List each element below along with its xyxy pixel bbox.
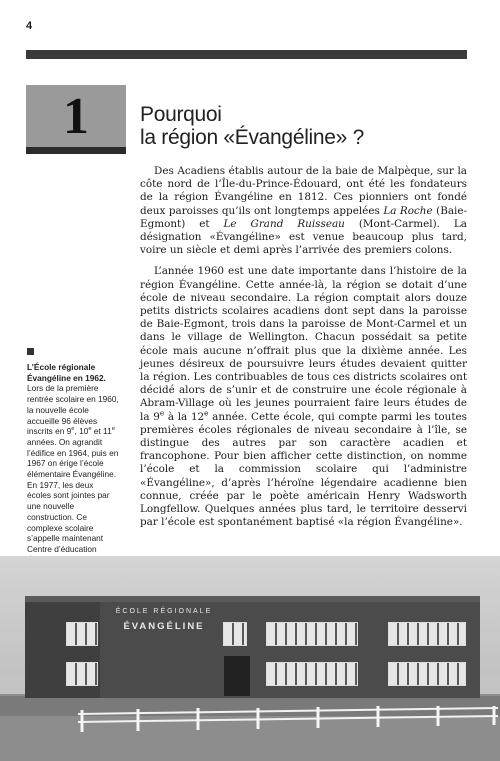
- text-run: années. On agrandit l’édifice en 1964, puis en 1967 on érige l’école élémentaire Évangéline. En 1977, les deux écoles sont jointes par une nouvelle construction. Ce complexe scolaire s’appelle maintenant Centre d’éducation: [27, 436, 119, 554]
- superscript: e: [111, 426, 115, 433]
- window: [388, 662, 466, 686]
- building-door: [224, 656, 250, 696]
- window: [266, 662, 358, 686]
- italic-text: La Roche: [383, 204, 433, 217]
- text-run: année. Cette école, qui compte parmi les toutes premières écoles régionales de niveau secondaire à l’île, se distingue des autres par son caractère acadien et francophone. Pour bien afficher cette distinction, on nomme l’école et la commission scolaire qui l’administre «Évangéline», d’après l’héroïne légendaire acadienne bien connue, créée par le poète américain Henry Wadsworth Longfellow. Quelques années plus tard, le territoire desservi par l’école est spontanément baptisé «la région Évangéline».: [140, 410, 467, 529]
- italic-text: Le Grand Ruisseau: [223, 217, 345, 230]
- window: [223, 622, 247, 646]
- chapter-title: [140, 103, 460, 149]
- top-rule: [26, 50, 467, 59]
- text-run: L’année 1960 est une date importante dans l’histoire de la région Évangéline. Cette année-là, la région se dotait d’une école de niveau secondaire. La région comptait alors douze petits districts scolaires acadiens dont sept dans la paroisse de Baie-Egmont, trois dans la paroisse de Mont-Carmel et un dans le village de Wellington. Chacun possédait sa petite école mais aucune n’offrait plus que la dixième année. Les jeunes désireux de poursuivre leurs études devaient quitter la région. Les contribuables de tous ces districts scolaires ont décidé alors de s’unir et de construire une école régionale à Abram-Village où les jeunes pourraient faire leurs études de la 9: [140, 265, 467, 423]
- building-sign-line-2: ÉVANGÉLINE: [123, 621, 205, 632]
- text-run: (Mont-Carmel). La désignation «Évangéline» est venue beaucoup plus tard, voire un siècle et demi après l’arrivée des premiers colons.: [140, 217, 468, 257]
- window: [388, 622, 466, 646]
- school-photo: [0, 556, 500, 761]
- superscript: e: [71, 426, 75, 433]
- chapter-title-line-1: Pourquoi: [140, 103, 222, 126]
- caption-marker: [27, 348, 34, 355]
- chapter-box-bar: [26, 147, 126, 154]
- text-run: Des Acadiens établis autour de la baie de Malpèque, sur la côte nord de l’Île-du-Prince-Édouard, ont été les fondateurs de la région Évangéline en 1812. Ces pionniers ont fondé deux paroisses qu’ils ont longtemps appelées: [140, 165, 467, 217]
- text-run: et 11: [91, 426, 112, 437]
- chapter-title-line-2: la région «Évangéline» ?: [140, 126, 364, 149]
- white-fence: [78, 706, 498, 736]
- chapter-number: 1: [63, 87, 89, 145]
- text-run: , 10: [74, 426, 89, 437]
- photo-caption: [27, 362, 119, 576]
- paragraph: [140, 165, 467, 257]
- caption-body: [27, 383, 119, 564]
- paragraph: [140, 265, 467, 529]
- building-sign-line-1: ÉCOLE RÉGIONALE: [115, 608, 213, 615]
- text-run: à la 12: [164, 410, 205, 423]
- window: [266, 622, 358, 646]
- window: [66, 622, 98, 646]
- building-sign: [108, 608, 220, 632]
- superscript: e: [159, 408, 165, 418]
- text-run: (Baie-Egmont) et: [140, 204, 468, 230]
- body-text: [140, 165, 467, 537]
- text-run: Lors de la première rentrée scolaire en 1960, la nouvelle école accueille 96 élèves inscrits en 9: [27, 383, 119, 437]
- superscript: e: [204, 408, 209, 418]
- superscript: e: [88, 426, 92, 433]
- page-number: 4: [26, 20, 33, 32]
- caption-title: L’École régionale Évangéline en 1962.: [27, 362, 106, 383]
- window: [66, 662, 98, 686]
